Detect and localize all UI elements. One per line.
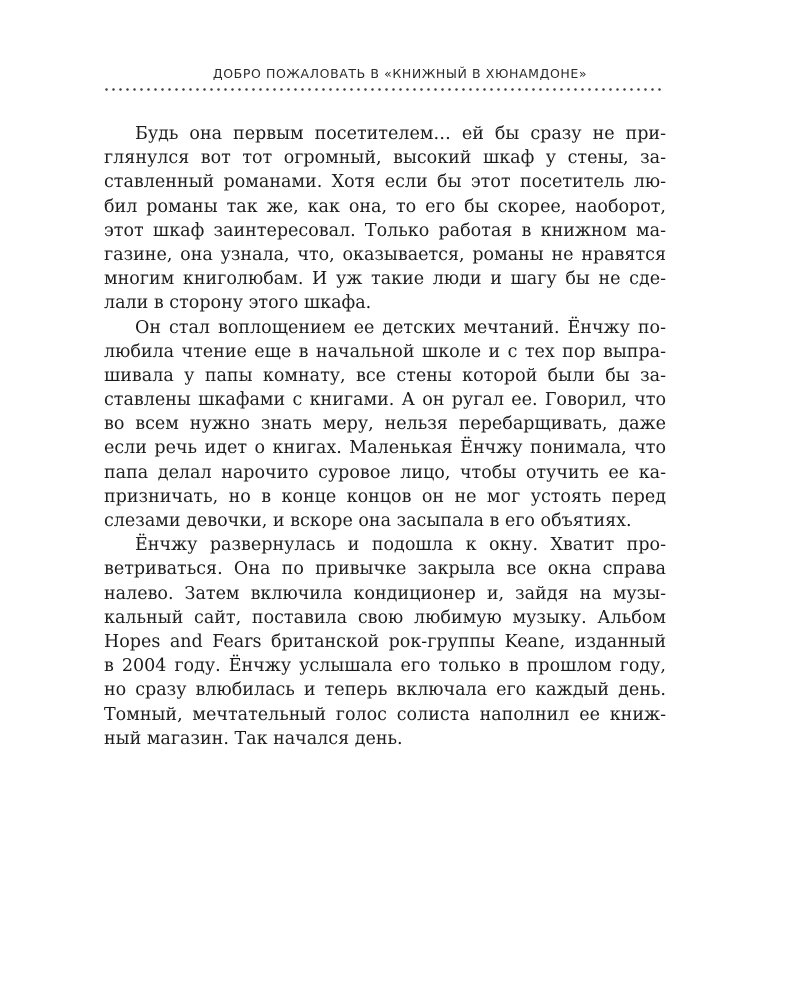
text-line: папа делал нарочито суровое лицо, чтобы отучить ее ка- xyxy=(104,462,666,483)
text-line: налево. Затем включила кондиционер и, зайдя на музы- xyxy=(104,583,666,604)
body-text xyxy=(104,122,666,751)
text-line: этот шкаф заинтересовал. Только работая в книжном ма- xyxy=(104,220,666,241)
text-line: если речь идет о книгах. Маленькая Ёнчжу понимала, что xyxy=(104,438,666,459)
text-line: но сразу влюбилась и теперь включала его каждый день. xyxy=(104,680,666,701)
text-line: бил романы так же, как она, то его бы скорее, наоборот, xyxy=(104,196,666,217)
text-line: шивала у папы комнату, все стены которой были бы за- xyxy=(104,365,666,386)
running-head: ДОБРО ПОЖАЛОВАТЬ В «КНИЖНЫЙ В ХЮНАМДОНЕ» xyxy=(212,66,588,81)
text-line: во всем нужно знать меру, нельзя перебарщивать, даже xyxy=(104,414,666,435)
text-line: кальный сайт, поставила свою любимую музыку. Альбом xyxy=(104,607,666,628)
text-line: Томный, мечтательный голос солиста наполнил ее книж- xyxy=(104,704,666,725)
text-line: слезами девочки, и вскоре она засыпала в его объятиях. xyxy=(104,511,632,531)
text-line: Он стал воплощением ее детских мечтаний. Ёнчжу по- xyxy=(135,317,666,338)
text-line: газине, она узнала, что, оказывается, романы не нравятся xyxy=(104,244,666,265)
text-line: Ёнчжу развернулась и подошла к окну. Хватит про- xyxy=(135,535,666,556)
text-line: многим книголюбам. И уж такие люди и шагу бы не сде- xyxy=(104,269,666,290)
text-line: лали в сторону этого шкафа. xyxy=(104,293,372,314)
dotted-rule xyxy=(103,88,665,91)
text-line: в 2004 году. Ёнчжу услышала его только в прошлом году, xyxy=(104,656,666,677)
text-line: глянулся вот тот огромный, высокий шкаф у стены, за- xyxy=(104,148,666,169)
text-line: Hopes and Fears британской рок-группы Keane, изданный xyxy=(104,631,666,652)
text-line: ставленный романами. Хотя если бы этот посетитель лю- xyxy=(104,172,666,193)
text-line: ставлены шкафами с книгами. А он ругал ее. Говорил, что xyxy=(104,390,666,411)
text-line: ветриваться. Она по привычке закрыла все окна справа xyxy=(104,559,666,580)
text-line: ный магазин. Так начался день. xyxy=(104,728,403,749)
text-line: призничать, но в конце концов он не мог устоять перед xyxy=(104,486,666,507)
text-line: любила чтение еще в начальной школе и с тех пор выпра- xyxy=(104,341,666,362)
text-line: Будь она первым посетителем… ей бы сразу не при- xyxy=(135,124,666,144)
